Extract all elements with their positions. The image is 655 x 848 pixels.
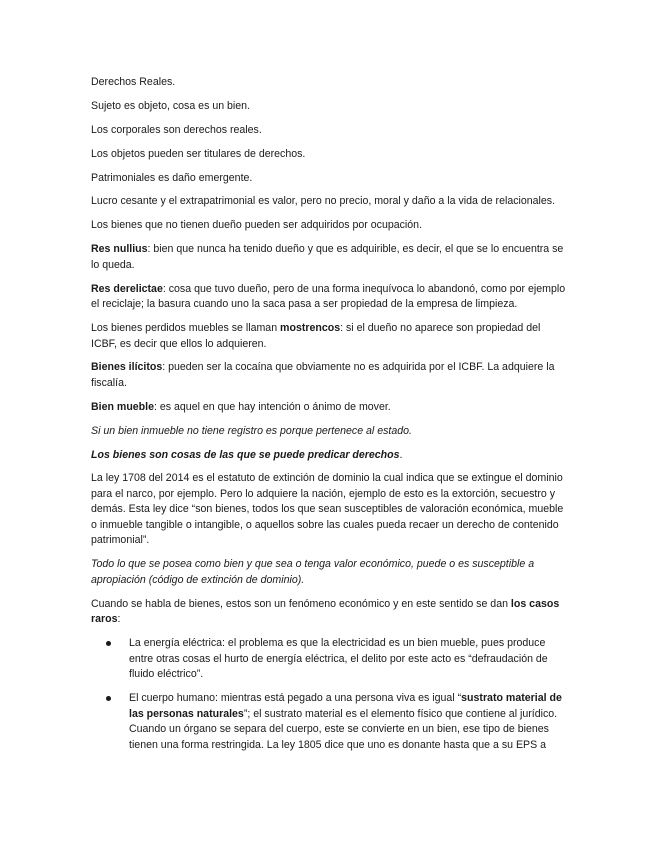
paragraph-text: Cuando se habla de bienes, estos son un fenómeno económico y en este sentido se dan (91, 597, 511, 610)
paragraph-title: Derechos Reales. (91, 76, 176, 88)
bullet-list (91, 636, 569, 753)
paragraph: Lucro cesante y el extrapatrimonial es valor, pero no precio, moral y daño a la vida de relacionales. (91, 195, 556, 208)
paragraph: Sujeto es objeto, cosa es un bien. (91, 99, 251, 112)
paragraph: Los corporales son derechos reales. (91, 123, 262, 136)
term-bien-mueble: Bien mueble (91, 400, 154, 413)
paragraph-bienes-ilicitos (91, 360, 569, 391)
list-item-text: La energía eléctrica: el problema es que la electricidad es un bien mueble, pues produce entre otras cosas el hurto de energía eléctrica, el delito por este acto es “defraudación de fluido eléctrico”. (129, 637, 548, 681)
list-item-text: El cuerpo humano: mientras está pegado a una persona viva es igual “ (129, 692, 462, 705)
definition-text: : bien que nunca ha tenido dueño y que es adquirible, es decir, el que se lo encuentra se lo queda. (91, 243, 564, 271)
paragraph-bien-mueble (91, 400, 569, 416)
paragraph: Patrimoniales es daño emergente. (91, 171, 253, 184)
bullet-icon (106, 696, 111, 701)
paragraph-italic: Todo lo que se posea como bien y que sea o tenga valor económico, puede o es susceptible a apropiación (código de extinción de dominio). (91, 558, 535, 586)
paragraph-casos-raros (91, 597, 569, 628)
term-casos-raros: los casos raros (91, 597, 560, 626)
definition-text: : si el dueño no aparece son propiedad del ICBF, es decir que ellos lo adquieren. (91, 322, 541, 350)
paragraph-text: Los bienes perdidos muebles se llaman (91, 322, 281, 335)
paragraph-mostrencos (91, 321, 569, 352)
definition-text: : cosa que tuvo dueño, pero de una forma inequívoca lo abandonó, como por ejemplo el reciclaje; la basura cuando uno la saca pasa a ser propiedad de la empresa de limpieza. (91, 282, 566, 311)
definition-text: : es aquel en que hay intención o ánimo de mover. (154, 400, 391, 413)
list-item (91, 691, 569, 753)
definition-text: : pueden ser la cocaína que obviamente no es adquirida por el ICBF. La adquiere la fiscalía. (91, 361, 555, 389)
paragraph-res-derelictae (91, 282, 569, 313)
paragraph-text: : (117, 613, 121, 626)
paragraph: Los objetos pueden ser titulares de derechos. (91, 147, 306, 160)
term-res-nullius: Res nullius (91, 243, 148, 256)
paragraph-italic: Si un bien inmueble no tiene registro es porque pertenece al estado. (91, 424, 412, 437)
list-item (91, 636, 569, 683)
bullet-icon (106, 641, 111, 646)
term-sustrato-material: sustrato material de las personas naturales (129, 692, 562, 720)
term-res-derelictae: Res derelictae (91, 282, 163, 295)
paragraph: Los bienes que no tienen dueño pueden ser adquiridos por ocupación. (91, 219, 423, 232)
emphasis-text: Los bienes son cosas de las que se puede predicar derechos (91, 448, 400, 461)
term-bienes-ilicitos: Bienes ilícitos (91, 361, 163, 374)
paragraph-text: . (399, 448, 403, 461)
paragraph-bold-italic (91, 448, 569, 464)
list-item-text: ”; el sustrato material es el elemento físico que contiene al jurídico. Cuando un órgano se separa del cuerpo, este se convierte en un bien, ese tipo de bienes tienen una forma restringida. La ley 1805 dice que uno es donante hasta que a su EPS a (129, 707, 558, 751)
term-mostrencos: mostrencos (280, 322, 341, 335)
paragraph-ley-1708: La ley 1708 del 2014 es el estatuto de extinción de dominio la cual indica que se extingue el dominio para el narco, por ejemplo. Pero lo adquiere la nación, ejemplo de esto es la extorción, secuestro y demás. Esta ley dice “son bienes, todos los que sean susceptibles de valoración económica, mueble o inmueble tangible o intangible, o aquellos sobre las cuales pueda recaer un derecho de contenido patrimonial”. (91, 472, 564, 547)
paragraph-res-nullius (91, 242, 569, 273)
